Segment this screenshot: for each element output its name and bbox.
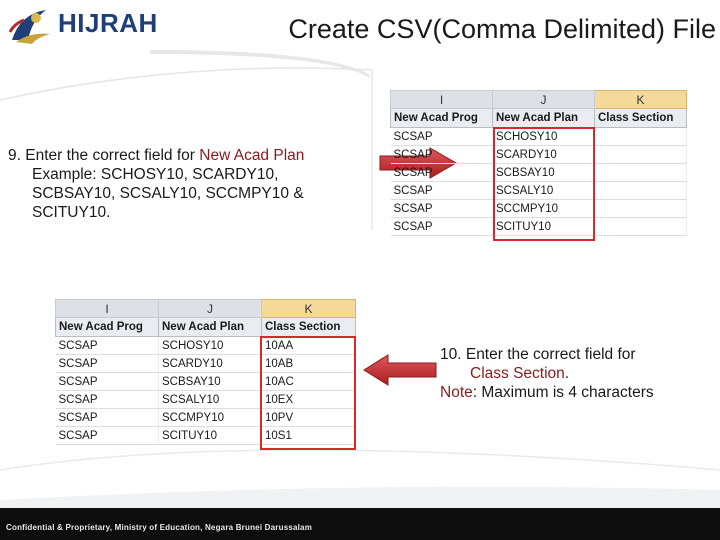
table-row (56, 355, 356, 373)
column-letter-row (391, 91, 687, 109)
table-row (391, 218, 687, 236)
hijrah-logo (6, 4, 156, 46)
page-title: Create CSV(Comma Delimited) File (288, 14, 716, 44)
step-10-line1: 10. Enter the correct field for (440, 346, 636, 363)
cell[interactable]: SCITUY10 (159, 427, 262, 445)
header-cell[interactable]: New Acad Prog (56, 318, 159, 337)
crest-icon (6, 4, 54, 46)
header-cell[interactable]: Class Section (595, 109, 687, 128)
table-row (56, 373, 356, 391)
step-9-example-line2: SCBSAY10, SCSALY10, SCCMPY10 & (32, 185, 304, 202)
table-row (391, 146, 687, 164)
cell[interactable]: SCSAP (56, 427, 159, 445)
column-letter[interactable]: K (595, 91, 687, 109)
cell[interactable] (595, 218, 687, 236)
step-9-prefix: 9. Enter the correct field for (8, 147, 200, 164)
field-header-row (56, 318, 356, 337)
cell[interactable]: 10AA (262, 337, 356, 355)
column-letter[interactable]: I (391, 91, 493, 109)
cell[interactable]: SCSAP (56, 409, 159, 427)
logo-text: HIJRAH (58, 8, 158, 38)
cell[interactable]: SCCMPY10 (159, 409, 262, 427)
cell[interactable]: SCBSAY10 (159, 373, 262, 391)
table-row (56, 337, 356, 355)
cell[interactable]: SCARDY10 (159, 355, 262, 373)
header-cell[interactable]: New Acad Plan (159, 318, 262, 337)
cell[interactable]: SCITUY10 (493, 218, 595, 236)
table-row (391, 200, 687, 218)
arrow-left-icon (362, 353, 438, 387)
table-row (391, 128, 687, 146)
cell[interactable]: SCSALY10 (493, 182, 595, 200)
step-9-field-name: New Acad Plan (199, 147, 305, 164)
cell[interactable]: SCSAP (391, 200, 493, 218)
table-row (391, 182, 687, 200)
cell[interactable]: SCSALY10 (159, 391, 262, 409)
spreadsheet-step-10 (55, 299, 356, 445)
header-cell[interactable]: New Acad Plan (493, 109, 595, 128)
cell[interactable]: SCBSAY10 (493, 164, 595, 182)
cell[interactable]: SCSAP (391, 182, 493, 200)
step-10-field-name: Class Section (470, 365, 565, 382)
spreadsheet-step-9 (390, 90, 687, 236)
column-letter[interactable]: K (262, 300, 356, 318)
cell[interactable]: SCSAP (391, 164, 493, 182)
step-9-line1 (8, 147, 304, 164)
cell[interactable]: 10PV (262, 409, 356, 427)
cell[interactable]: SCHOSY10 (493, 128, 595, 146)
column-letter[interactable]: J (493, 91, 595, 109)
cell[interactable]: SCHOSY10 (159, 337, 262, 355)
cell[interactable]: SCSAP (391, 146, 493, 164)
table-row (56, 391, 356, 409)
column-letter[interactable]: I (56, 300, 159, 318)
cell[interactable] (595, 146, 687, 164)
cell[interactable]: 10AC (262, 373, 356, 391)
cell[interactable]: SCSAP (56, 337, 159, 355)
cell[interactable]: SCSAP (56, 355, 159, 373)
step-9-instruction (8, 146, 368, 222)
step-10-line2 (440, 364, 715, 383)
column-letter-row (56, 300, 356, 318)
column-letter[interactable]: J (159, 300, 262, 318)
cell[interactable]: SCCMPY10 (493, 200, 595, 218)
cell[interactable]: 10S1 (262, 427, 356, 445)
header-cell[interactable]: New Acad Prog (391, 109, 493, 128)
step-10-instruction (440, 345, 715, 402)
field-header-row (391, 109, 687, 128)
step-10-note (440, 384, 654, 401)
table-row (56, 427, 356, 445)
step-9-example-line: Example: SCHOSY10, SCARDY10, (32, 166, 279, 183)
note-text: : Maximum is 4 characters (472, 384, 654, 401)
cell[interactable]: SCSAP (56, 391, 159, 409)
cell[interactable] (595, 182, 687, 200)
cell[interactable] (595, 164, 687, 182)
cell[interactable] (595, 128, 687, 146)
cell[interactable]: 10EX (262, 391, 356, 409)
step-9-example-line3: SCITUY10. (32, 204, 111, 221)
cell[interactable]: SCARDY10 (493, 146, 595, 164)
footer-text: Confidential & Proprietary, Ministry of Education, Negara Brunei Darussalam (6, 523, 313, 532)
cell[interactable] (595, 200, 687, 218)
cell[interactable]: 10AB (262, 355, 356, 373)
header-cell[interactable]: Class Section (262, 318, 356, 337)
footer-bar (0, 508, 720, 540)
table-row (56, 409, 356, 427)
cell[interactable]: SCSAP (56, 373, 159, 391)
cell[interactable]: SCSAP (391, 218, 493, 236)
step-10-line2-suffix: . (564, 365, 570, 382)
note-label: Note (440, 384, 473, 401)
table-row (391, 164, 687, 182)
cell[interactable]: SCSAP (391, 128, 493, 146)
